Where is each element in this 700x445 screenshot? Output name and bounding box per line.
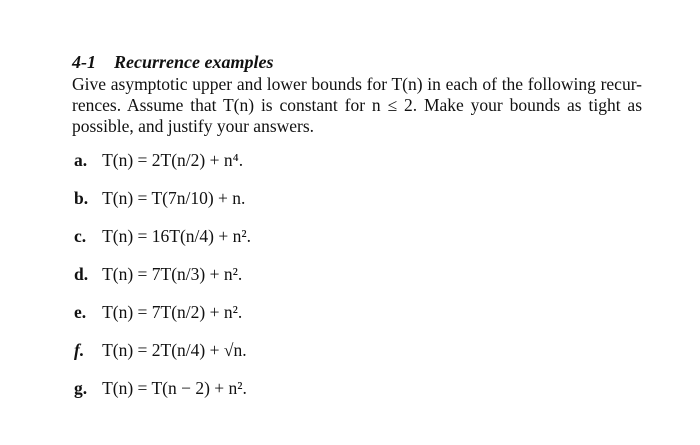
instructions-line: Give asymptotic upper and lower bounds for T(n) in each of the following recur- xyxy=(72,74,642,94)
problem-equation: T(n) = 2T(n/4) + √n. xyxy=(102,340,247,360)
problem-label: g. xyxy=(74,378,88,398)
problem-item-f xyxy=(74,340,251,378)
instructions-paragraph xyxy=(72,74,642,137)
problem-item-e xyxy=(74,302,251,340)
problem-equation: T(n) = 16T(n/4) + n². xyxy=(102,226,251,246)
section-heading xyxy=(72,52,642,72)
instructions-line: possible, and justify your answers. xyxy=(72,116,315,136)
problem-label: b. xyxy=(74,188,89,208)
problem-item-b xyxy=(74,188,251,226)
problem-label: a. xyxy=(74,150,88,170)
problem-item-a xyxy=(74,150,251,188)
problem-equation: T(n) = T(7n/10) + n. xyxy=(102,188,246,208)
section-number: 4-1 xyxy=(72,52,96,72)
instructions-line: rences. Assume that T(n) is constant for n ≤ 2. Make your bounds as tight as xyxy=(72,95,642,115)
problem-item-c xyxy=(74,226,251,264)
problem-label: e. xyxy=(74,302,87,322)
problem-equation: T(n) = 7T(n/3) + n². xyxy=(102,264,243,284)
problem-list xyxy=(74,150,251,416)
problem-label: d. xyxy=(74,264,89,284)
problem-item-g xyxy=(74,378,251,416)
problem-label: f. xyxy=(74,340,85,360)
section-title: Recurrence examples xyxy=(114,52,274,72)
problem-label: c. xyxy=(74,226,87,246)
exercise-page xyxy=(72,52,642,398)
problem-equation: T(n) = T(n − 2) + n². xyxy=(102,378,247,398)
problem-item-d xyxy=(74,264,251,302)
problem-equation: T(n) = 2T(n/2) + n⁴. xyxy=(102,150,244,170)
problem-equation: T(n) = 7T(n/2) + n². xyxy=(102,302,243,322)
